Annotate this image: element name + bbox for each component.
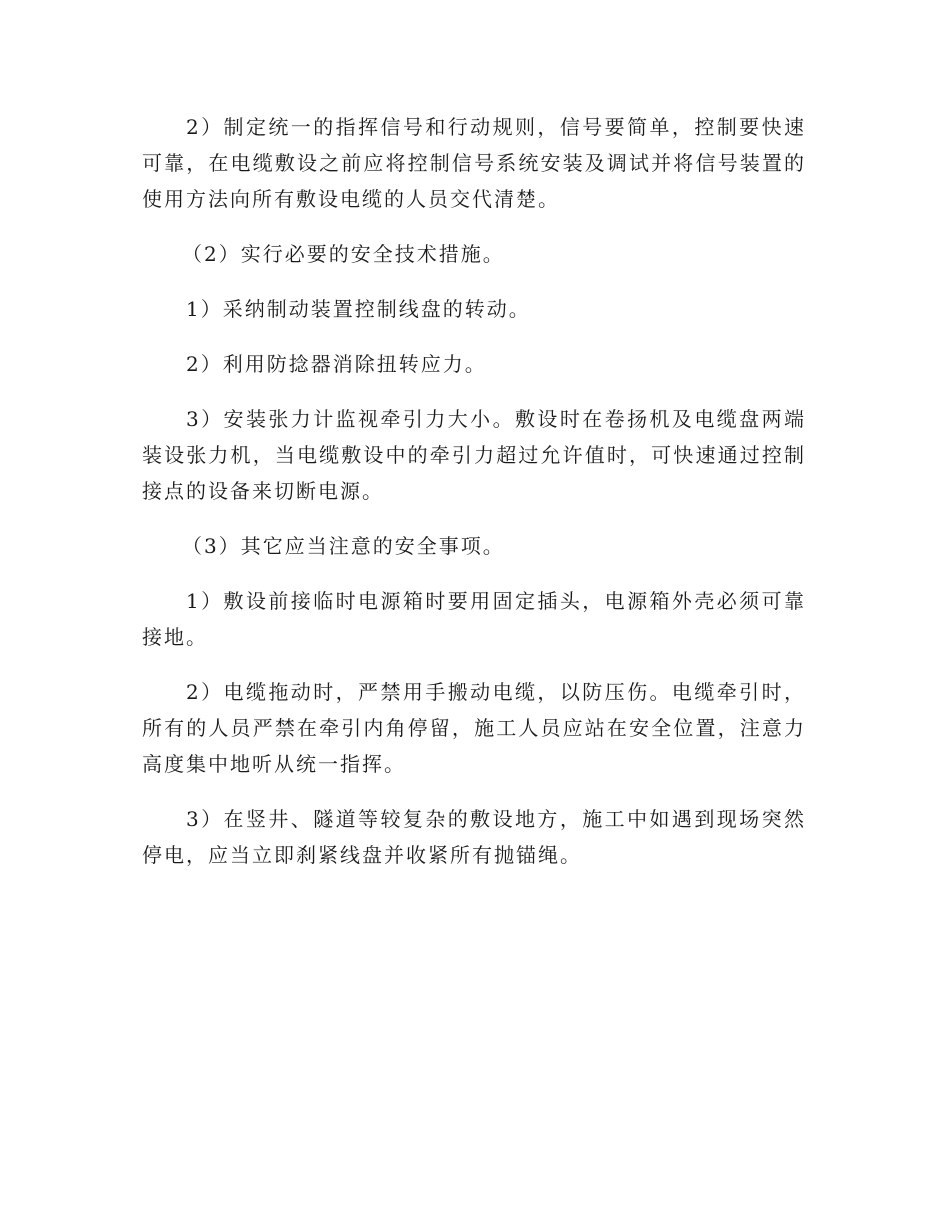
document-body	[142, 109, 806, 892]
section-heading-other-safety: （3）其它应当注意的安全事项。	[182, 534, 505, 558]
paragraph-power-outage: 3）在竖井、隧道等较复杂的敷设地方，施工中如遇到现场突然停电，应当立即刹紧线盘并收紧所有抛锚绳。	[142, 807, 806, 867]
paragraph-brake-device: 1）采纳制动装置控制线盘的转动。	[186, 297, 531, 321]
section-heading-safety-measures: （2）实行必要的安全技术措施。	[182, 242, 505, 266]
paragraph-tension-meter: 3）安装张力计监视牵引力大小。敷设时在卷扬机及电缆盘两端装设张力机，当电缆敷设中的牵引力超过允许值时，可快速通过控制接点的设备来切断电源。	[142, 407, 806, 503]
paragraph-anti-twist: 2）利用防捻器消除扭转应力。	[186, 352, 487, 376]
paragraph-power-box: 1）敷设前接临时电源箱时要用固定插头，电源箱外壳必须可靠接地。	[142, 589, 806, 649]
paragraph-command-signals: 2）制定统一的指挥信号和行动规则，信号要简单，控制要快速可靠，在电缆敷设之前应将控制信号系统安装及调试并将信号装置的使用方法向所有敷设电缆的人员交代清楚。	[142, 115, 806, 211]
paragraph-cable-dragging: 2）电缆拖动时，严禁用手搬动电缆，以防压伤。电缆牵引时，所有的人员严禁在牵引内角停留，施工人员应站在安全位置，注意力高度集中地听从统一指挥。	[142, 680, 806, 776]
